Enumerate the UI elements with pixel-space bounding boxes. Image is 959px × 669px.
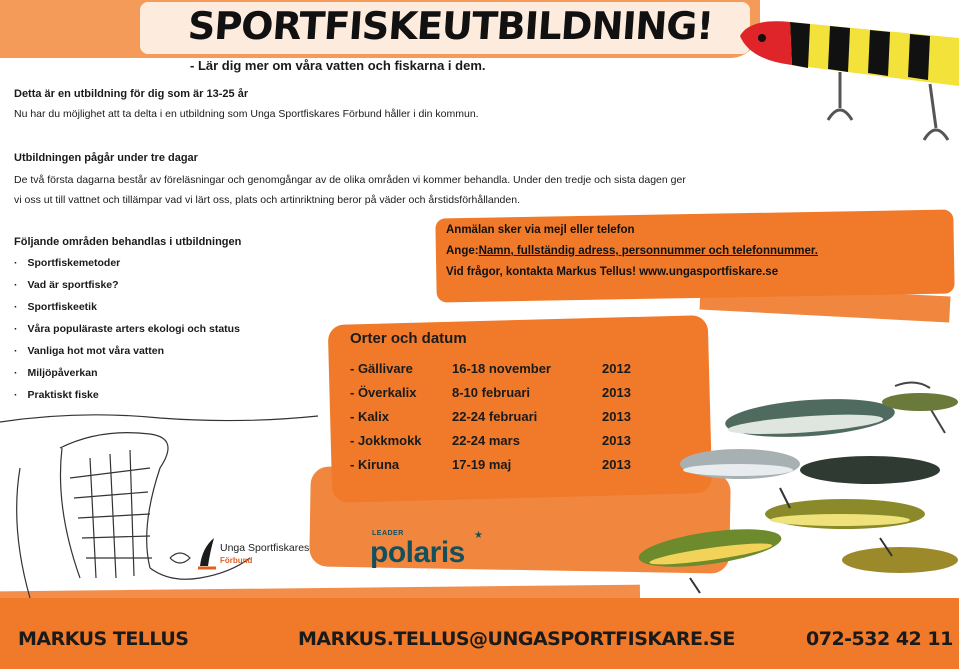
table-row [350, 428, 631, 452]
list-item: · Praktiskt fiske [14, 384, 241, 406]
schedule-year: 2013 [602, 384, 631, 400]
star-icon: ★ [474, 530, 483, 541]
schedule-dates: 17-19 maj [452, 456, 512, 472]
schedule-place: - Jokkmokk [350, 432, 422, 448]
footer-name: MARKUS TELLUS [18, 628, 189, 650]
signup-line-3: Vid frågor, kontakta Markus Tellus! www.ungasportfiskare.se [446, 266, 779, 278]
list-item: · Sportfiskemetoder [14, 252, 241, 274]
schedule-dates: 16-18 november [452, 360, 551, 376]
table-row [350, 356, 631, 380]
schedule-year: 2013 [602, 432, 631, 448]
duration-heading: Utbildningen pågår under tre dagar [14, 152, 198, 164]
signup-line-2-prefix: Ange: [446, 245, 479, 257]
schedule-dates: 22-24 februari [452, 408, 538, 424]
table-row [350, 452, 631, 476]
schedule-dates: 8-10 februari [452, 384, 531, 400]
table-row [350, 404, 631, 428]
intro-heading: Detta är en utbildning för dig som är 13-25 år [14, 88, 249, 100]
footer-email[interactable]: MARKUS.TELLUS@UNGASPORTFISKARE.SE [298, 628, 735, 650]
fish-lures-illustration [630, 378, 959, 600]
sketch-illustration [0, 408, 320, 608]
table-row [350, 380, 631, 404]
topics-list [14, 252, 241, 406]
signup-info [446, 220, 818, 283]
leader-label: LEADER [372, 530, 404, 537]
list-item: · Vad är sportfiske? [14, 274, 241, 296]
duration-text-line2: vi oss ut till vattnet och tillämpar vad vi lärt oss, plats och artinriktning beror på väder och årstidsförhållanden. [14, 194, 520, 206]
page-subtitle: - Lär dig mer om våra vatten och fiskarna i dem. [190, 58, 486, 73]
schedule-place: - Kalix [350, 408, 390, 424]
schedule-title: Orter och datum [350, 330, 467, 347]
topics-heading: Följande områden behandlas i utbildningen [14, 236, 242, 248]
schedule-table [350, 356, 631, 476]
schedule-place: - Överkalix [350, 384, 417, 400]
schedule-year: 2013 [602, 408, 631, 424]
signup-line-2-fields: Namn, fullständig adress, personnummer och telefonnummer. [478, 245, 818, 257]
schedule-place: - Kiruna [350, 456, 400, 472]
lure-top-illustration [730, 8, 959, 158]
usf-logo-icon [196, 536, 218, 570]
topics-section [14, 236, 241, 406]
intro-text: Nu har du möjlighet att ta delta i en utbildning som Unga Sportfiskares Förbund håller i din kommun. [14, 108, 479, 120]
duration-text-line1: De två första dagarna består av föreläsningar och genomgångar av de olika områden vi kommer behandla. Under den tredje och sista dagen ger [14, 174, 686, 186]
usf-logo-name: Unga Sportfiskares [220, 542, 310, 554]
usf-logo [196, 532, 356, 576]
signup-line-1: Anmälan sker via mejl eller telefon [446, 224, 635, 236]
usf-logo-subname: Förbund [220, 556, 253, 565]
leader-polaris-logo [368, 528, 488, 578]
footer-phone: 072-532 42 11 [806, 628, 953, 650]
list-item: · Miljöpåverkan [14, 362, 241, 384]
list-item: · Sportfiskeetik [14, 296, 241, 318]
schedule-dates: 22-24 mars [452, 432, 520, 448]
list-item: · Vanliga hot mot våra vatten [14, 340, 241, 362]
schedule-year: 2013 [602, 456, 631, 472]
page-title: SPORTFISKEUTBILDNING! [186, 4, 715, 48]
polaris-label: polaris [370, 536, 465, 569]
schedule-year: 2012 [602, 360, 631, 376]
schedule-place: - Gällivare [350, 360, 413, 376]
signup-line-2 [446, 241, 818, 262]
list-item: · Våra populäraste arters ekologi och status [14, 318, 241, 340]
